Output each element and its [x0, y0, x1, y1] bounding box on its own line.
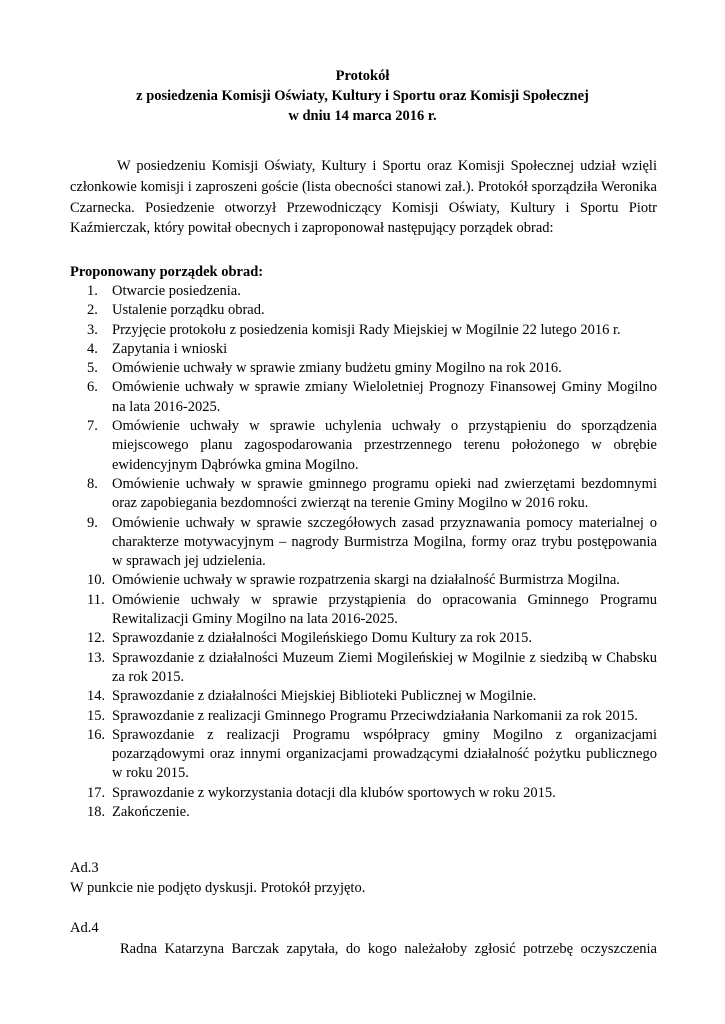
item-number: 18.	[87, 804, 106, 821]
document-title: Protokół	[335, 68, 390, 84]
item-text: Otwarcie posiedzenia.	[112, 283, 241, 299]
ad4-text: Radna Katarzyna Barczak zapytała, do kogo należałoby zgłosić potrzebę oczyszczenia	[120, 941, 657, 957]
item-number: 12.	[87, 630, 106, 647]
item-text: Sprawozdanie z działalności Muzeum Ziemi Mogileńskiej w Mogilnie z siedzibą w Chabsku za rok 2015.	[112, 649, 657, 685]
list-item	[70, 378, 657, 417]
item-number: 9.	[87, 514, 98, 531]
item-number: 2.	[87, 302, 98, 319]
item-text: Omówienie uchwały w sprawie szczegółowych zasad przyznawania pomocy materialnej o charakterze motywacyjnym – nagrody Burmistrza Mogilna, formy oraz trybu postępowania w sprawach jej udzielenia.	[112, 514, 657, 570]
list-item	[70, 784, 657, 803]
agenda-heading: Proponowany porządek obrad:	[70, 264, 264, 280]
item-text: Omówienie uchwały w sprawie zmiany Wieloletniej Prognozy Finansowej Gminy Mogilno na lata 2016-2025.	[112, 379, 657, 415]
document-date: w dniu 14 marca 2016 r.	[288, 108, 437, 124]
list-item	[70, 321, 657, 340]
item-number: 5.	[87, 360, 98, 377]
item-number: 4.	[87, 340, 98, 357]
list-item	[70, 282, 657, 301]
list-item	[70, 301, 657, 320]
item-text: Sprawozdanie z realizacji Programu współpracy gminy Mogilno z organizacjami pozarządowymi oraz innymi organizacjami prowadzącymi działalność pożytku publicznego w roku 2015.	[112, 726, 657, 782]
item-number: 16.	[87, 726, 106, 743]
item-text: Zapytania i wnioski	[112, 340, 228, 357]
item-text: Omówienie uchwały w sprawie przystąpienia do opracowania Gminnego Programu Rewitalizacji Gminy Mogilno na lata 2016-2025.	[112, 591, 657, 628]
item-number: 17.	[87, 784, 106, 801]
item-number: 8.	[87, 475, 98, 492]
document-subtitle: z posiedzenia Komisji Oświaty, Kultury i Sportu oraz Komisji Społecznej	[136, 88, 589, 104]
item-number: 13.	[87, 649, 106, 666]
item-text: Omówienie uchwały w sprawie zmiany budżetu gminy Mogilno na rok 2016.	[112, 360, 562, 377]
item-text: Sprawozdanie z działalności Miejskiej Biblioteki Publicznej w Mogilnie.	[112, 688, 537, 705]
ad3-text: W punkcie nie podjęto dyskusji. Protokół przyjęto.	[70, 880, 366, 896]
list-item	[70, 359, 657, 378]
item-number: 1.	[87, 283, 98, 299]
item-text: Sprawozdanie z realizacji Gminnego Programu Przeciwdziałania Narkomanii za rok 2015.	[112, 707, 638, 724]
item-text: Zakończenie.	[112, 804, 190, 821]
list-item	[70, 629, 657, 648]
item-number: 6.	[87, 379, 98, 396]
item-text: Przyjęcie protokołu z posiedzenia komisji Rady Miejskiej w Mogilnie 22 lutego 2016 r.	[112, 321, 621, 338]
item-text: Sprawozdanie z wykorzystania dotacji dla klubów sportowych w roku 2015.	[112, 784, 556, 801]
list-item	[70, 726, 657, 784]
ad3-heading: Ad.3	[70, 860, 99, 876]
item-text: Omówienie uchwały w sprawie rozpatrzenia skargi na działalność Burmistrza Mogilna.	[112, 572, 620, 589]
list-item	[70, 417, 657, 475]
list-item	[70, 571, 657, 590]
list-item	[70, 707, 657, 726]
list-item	[70, 475, 657, 514]
list-item	[70, 803, 657, 822]
ad4-heading: Ad.4	[70, 920, 99, 936]
intro-paragraph: W posiedzeniu Komisji Oświaty, Kultury i Sportu oraz Komisji Społecznej udział wzięli członkowie komisji i zaproszeni goście (lista obecności stanowi zał.). Protokół sporządziła Weronika Czarnecka. Posiedzenie otworzył Przewodniczący Komisji Oświaty, Kultury i Sportu Piotr Kaźmierczak, który powitał obecnych i zaproponował następujący porządek obrad:	[70, 158, 657, 237]
item-number: 14.	[87, 688, 106, 705]
list-item	[70, 514, 657, 572]
list-item	[70, 687, 657, 706]
list-item	[70, 591, 657, 630]
item-number: 10.	[87, 572, 106, 589]
list-item	[70, 649, 657, 688]
item-number: 11.	[87, 591, 105, 608]
item-text: Omówienie uchwały w sprawie gminnego programu opieki nad zwierzętami bezdomnymi oraz zapobiegania bezdomności zwierząt na terenie Gminy Mogilno w 2016 roku.	[112, 475, 657, 512]
item-text: Ustalenie porządku obrad.	[112, 302, 265, 319]
item-number: 15.	[87, 707, 106, 724]
item-text: Sprawozdanie z działalności Mogileńskiego Domu Kultury za rok 2015.	[112, 630, 532, 647]
item-number: 7.	[87, 418, 98, 435]
item-text: Omówienie uchwały w sprawie uchylenia uchwały o przystąpieniu do sporządzenia miejscowego planu zagospodarowania przestrzennego terenu położonego w obrębie ewidencyjnym Dąbrówka gmina Mogilno.	[112, 418, 657, 473]
agenda-list	[70, 282, 657, 822]
list-item	[70, 340, 657, 359]
item-number: 3.	[87, 321, 98, 338]
